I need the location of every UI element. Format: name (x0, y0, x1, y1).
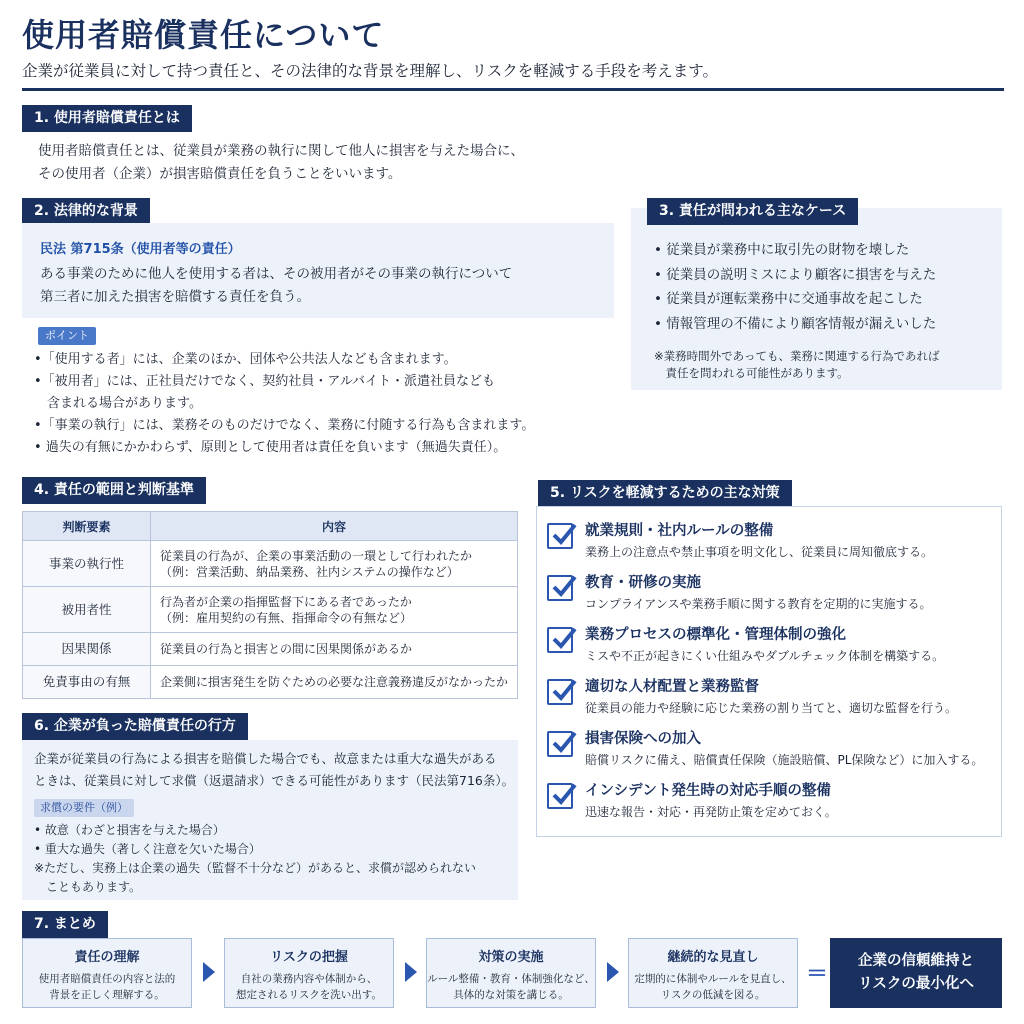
section-1-heading: 1. 使用者賠償責任とは (22, 105, 192, 132)
step-line: 背景を正しく理解する。 (49, 989, 165, 1001)
table-key-cell: 因果関係 (23, 633, 151, 666)
step-title: 対策の実施 (478, 950, 544, 965)
step-desc (225, 971, 393, 1003)
measure-item (547, 623, 997, 673)
section-3-heading: 3. 責任が問われる主なケース (647, 198, 858, 225)
check-icon (547, 679, 573, 705)
arrow-right-icon (607, 962, 619, 982)
table-header-cell: 内容 (151, 512, 518, 541)
cell-line: 行為者が企業の指揮監督下にある者であったか (160, 594, 412, 609)
step-line: ルール整備・教育・体制強化など、 (427, 973, 595, 985)
recourse-body (34, 748, 514, 792)
note-line: 責任を問われる可能性があります。 (654, 366, 849, 380)
measure-item (547, 779, 997, 829)
list-item: • 従業員が運転業務中に交通事故を起こした (654, 291, 923, 307)
table-key-cell: 被用者性 (23, 587, 151, 633)
table-header-cell: 判断要素 (23, 512, 151, 541)
table-value-cell: 企業側に損害発生を防ぐための必要な注意義務違反がなかったか (151, 666, 518, 699)
table-row (23, 587, 518, 633)
arrow-right-icon (405, 962, 417, 982)
recourse-line: ときは、従業員に対して求償（返還請求）できる可能性があります（民法第716条）。 (34, 773, 515, 788)
check-icon (547, 783, 573, 809)
table-value-cell: 従業員の行為と損害との間に因果関係があるか (151, 633, 518, 666)
section-4-heading: 4. 責任の範囲と判断基準 (22, 477, 206, 504)
goal-line: リスクの最小化へ (858, 976, 974, 992)
section-1-line: 使用者賠償責任とは、従業員が業務の執行に関して他人に損害を与えた場合に、 (38, 143, 524, 159)
list-item: • 重大な過失（著しく注意を欠いた場合） (34, 842, 261, 856)
cell-line: （例：営業活動、納品業務、社内システムの操作など） (160, 564, 459, 579)
header-divider (22, 88, 1004, 91)
measure-desc: 迅速な報告・対応・再発防止策を定めておく。 (585, 805, 837, 819)
step-line: 使用者賠償責任の内容と法的 (38, 973, 176, 985)
step-title: 継続的な見直し (667, 950, 759, 965)
measure-title: 適切な人材配置と業務監督 (585, 679, 759, 695)
step-line: 自社の業務内容や体制から、 (240, 973, 378, 985)
measure-title: 業務プロセスの標準化・管理体制の強化 (585, 627, 846, 643)
goal-line: 企業の信頼維持と (858, 953, 974, 969)
law-title: 民法 第715条（使用者等の責任） (40, 242, 241, 257)
table-key-cell: 免責事由の有無 (23, 666, 151, 699)
measure-title: 損害保険への加入 (585, 731, 701, 747)
cell-line: 従業員の行為が、企業の事業活動の一環として行われたか (160, 548, 473, 563)
measures-panel (536, 506, 1002, 837)
measure-title: 就業規則・社内ルールの整備 (585, 523, 774, 539)
section-5-heading: 5. リスクを軽減するための主な対策 (538, 480, 792, 507)
measure-item (547, 675, 997, 725)
step-title: 責任の理解 (74, 950, 140, 965)
page-subtitle: 企業が従業員に対して持つ責任と、その法律的な背景を理解し、リスクを軽減する手段を考えます。 (22, 62, 718, 80)
list-item: •「被用者」には、正社員だけでなく、契約社員・アルバイト・派遣社員なども (34, 374, 495, 389)
law-line: ある事業のために他人を使用する者は、その被用者がその事業の執行について (40, 266, 513, 282)
summary-step (628, 938, 798, 1008)
measure-item (547, 571, 997, 621)
step-line: 想定されるリスクを洗い出す。 (236, 989, 382, 1001)
section-1-line: その使用者（企業）が損害賠償責任を負うことをいいます。 (38, 166, 402, 182)
list-item: 含まれる場合があります。 (34, 396, 202, 411)
summary-step (224, 938, 394, 1008)
summary-goal (830, 938, 1002, 1008)
law-line: 第三者に加えた損害を賠償する責任を負う。 (40, 289, 310, 305)
measure-item (547, 519, 997, 569)
measure-desc: コンプライアンスや業務手順に関する教育を定期的に実施する。 (585, 597, 932, 611)
measure-item (547, 727, 997, 777)
measure-desc: 賠償リスクに備え、賠償責任保険（施設賠償、PL保険など）に加入する。 (585, 753, 984, 767)
point-tag: ポイント (38, 327, 96, 345)
cases-note (654, 348, 940, 382)
check-icon (547, 523, 573, 549)
page-title: 使用者賠償責任について (22, 16, 385, 54)
check-icon (547, 731, 573, 757)
table-row (23, 633, 518, 666)
section-6-heading: 6. 企業が負った賠償責任の行方 (22, 713, 248, 740)
recourse-tag: 求償の要件（例） (34, 799, 134, 817)
equals-sign: ＝ (806, 962, 829, 987)
list-item: • 従業員が業務中に取引先の財物を壊した (654, 242, 910, 258)
summary-step (426, 938, 596, 1008)
criteria-table (22, 511, 518, 699)
list-item: こともあります。 (34, 880, 142, 894)
step-line: 具体的な対策を講じる。 (453, 989, 569, 1001)
measure-desc: ミスや不正が起きにくい仕組みやダブルチェック体制を構築する。 (585, 649, 945, 663)
section-1-body (38, 140, 524, 186)
summary-step (22, 938, 192, 1008)
list-item: • 過失の有無にかかわらず、原則として使用者は責任を負います（無過失責任）。 (34, 440, 507, 455)
list-item: • 情報管理の不備により顧客情報が漏えいした (654, 315, 937, 332)
table-value-cell (151, 587, 518, 633)
step-line: リスクの低減を図る。 (660, 989, 766, 1001)
list-item: • 故意（わざと損害を与えた場合） (34, 823, 225, 837)
list-item: ※ただし、実務上は企業の過失（監督不十分など）があると、求償が認められない (34, 861, 477, 875)
cell-line: （例：雇用契約の有無、指揮命令の有無など） (160, 610, 413, 625)
recourse-line: 企業が従業員の行為による損害を賠償した場合でも、故意または重大な過失がある (34, 751, 497, 766)
measure-title: 教育・研修の実施 (585, 575, 701, 591)
table-key-cell: 事業の執行性 (23, 541, 151, 587)
check-icon (547, 575, 573, 601)
list-item: •「使用する者」には、企業のほか、団体や公共法人なども含まれます。 (34, 352, 457, 367)
point-list (34, 349, 534, 459)
table-value-cell (151, 541, 518, 587)
measure-title: インシデント発生時の対応手順の整備 (585, 783, 831, 799)
recourse-list (34, 821, 476, 897)
check-icon (547, 627, 573, 653)
list-item: •「事業の執行」には、業務そのものだけでなく、業務に付随する行為も含まれます。 (34, 418, 535, 433)
step-desc (23, 971, 191, 1003)
cases-list (654, 238, 936, 336)
section-2-heading: 2. 法律的な背景 (22, 198, 150, 225)
measure-desc: 従業員の能力や経験に応じた業務の割り当てと、適切な監督を行う。 (585, 701, 958, 715)
step-desc (629, 971, 797, 1003)
table-header-row (23, 512, 518, 541)
arrow-right-icon (203, 962, 215, 982)
law-text (40, 263, 512, 309)
step-line: 定期的に体制やルールを見直し、 (634, 973, 792, 985)
section-7-heading: 7. まとめ (22, 911, 108, 938)
measure-desc: 業務上の注意点や禁止事項を明文化し、従業員に周知徹底する。 (585, 545, 934, 559)
table-row (23, 541, 518, 587)
list-item: • 従業員の説明ミスにより顧客に損害を与えた (654, 266, 937, 283)
step-title: リスクの把握 (270, 950, 348, 965)
table-row (23, 666, 518, 699)
step-desc (427, 971, 595, 1003)
note-line: ※業務時間外であっても、業務に関連する行為であれば (654, 349, 940, 363)
